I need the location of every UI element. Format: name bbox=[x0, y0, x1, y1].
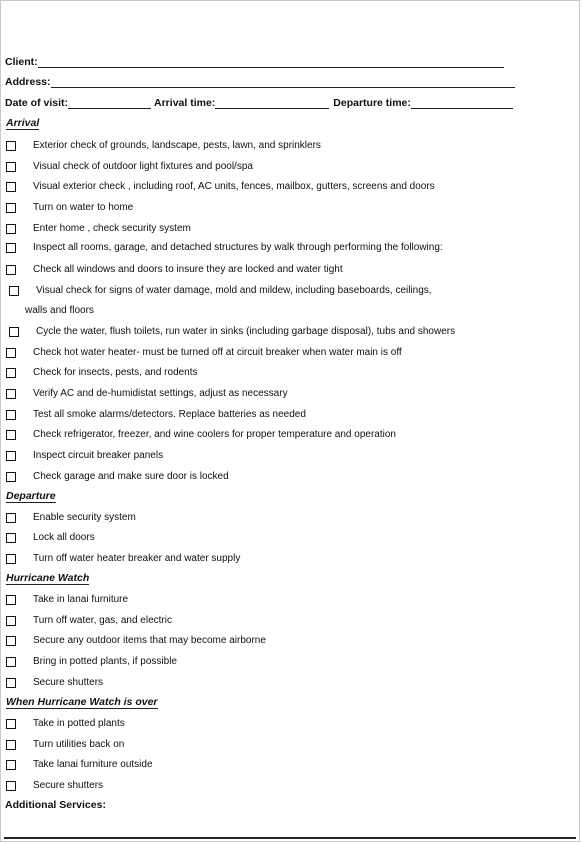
bottom-rule bbox=[4, 837, 576, 839]
checkbox[interactable] bbox=[6, 719, 16, 729]
checkbox[interactable] bbox=[6, 368, 16, 378]
checkbox[interactable] bbox=[9, 327, 19, 337]
checkbox[interactable] bbox=[6, 595, 16, 605]
address-label: Address: bbox=[5, 76, 51, 88]
checkbox[interactable] bbox=[6, 740, 16, 750]
checkbox[interactable] bbox=[6, 265, 16, 275]
checkbox[interactable] bbox=[6, 760, 16, 770]
checkbox[interactable] bbox=[6, 636, 16, 646]
address-line[interactable] bbox=[51, 76, 515, 88]
checkbox[interactable] bbox=[9, 286, 19, 296]
checkbox[interactable] bbox=[6, 513, 16, 523]
client-line[interactable] bbox=[38, 56, 504, 68]
date-of-visit-line[interactable] bbox=[68, 97, 151, 109]
checkbox[interactable] bbox=[6, 678, 16, 688]
client-field[interactable] bbox=[5, 56, 504, 68]
visit-times-row bbox=[5, 97, 513, 109]
checkbox[interactable] bbox=[6, 554, 16, 564]
arrival-time-label: Arrival time: bbox=[154, 97, 216, 109]
checkbox[interactable] bbox=[6, 533, 16, 543]
section-title-arrival: Arrival bbox=[6, 117, 40, 129]
section-title-hurricane-watch: Hurricane Watch bbox=[6, 572, 90, 584]
checkbox[interactable] bbox=[6, 781, 16, 791]
document-page: Client: Address: Date of visit: Arrival time: Departure time: Arrival Exterior check of grounds, landscape, pests, lawn, and sprinklers Visual check of outdoor light fixtures and pool/spa Visual exterior check , including roof, AC units, fences, mailbox, gutters, screens and doors Turn on water to home Enter home , check security system Inspect all rooms, garage, and detached structures by walk through performing the following: Check all windows and doors to insure they are locked and water tight Visual check for signs of water damage, mold and mildew, including baseboards, ceilings, walls and floors Cycle the water, flush toilets, run water in sinks (including garbage disposal), tubs and showers Check hot water heater- must be turned off at circuit breaker when water main is off Check for insects, pests, and rodents Verify AC and de-humidistat settings, adjust as necessary Test all smoke alarms/detectors. Replace batteries as needed Check refrigerator, freezer, and wine coolers for proper temperature and operation Inspect circuit breaker panels Check garage and make sure door is locked Departure Enable security system Lock all doors Turn off water heater breaker and water supply Hurricane Watch Take in lanai furniture Turn off water, gas, and electric Secure any outdoor items that may become airborne Bring in potted plants, if possible Secure shutters When Hurricane Watch is over Take in potted plants Turn utilities back on Take lanai furniture outside Secure shutters Additional Services: bbox=[0, 0, 580, 842]
checkbox[interactable] bbox=[6, 141, 16, 151]
section-title-departure: Departure bbox=[6, 490, 56, 502]
checkbox[interactable] bbox=[6, 243, 16, 253]
departure-time-label: Departure time: bbox=[333, 97, 411, 109]
checkbox[interactable] bbox=[6, 203, 16, 213]
checkbox[interactable] bbox=[6, 182, 16, 192]
checkbox[interactable] bbox=[6, 472, 16, 482]
checkbox[interactable] bbox=[6, 162, 16, 172]
arrival-time-line[interactable] bbox=[215, 97, 329, 109]
date-of-visit-label: Date of visit: bbox=[5, 97, 69, 109]
checkbox[interactable] bbox=[6, 451, 16, 461]
departure-time-line[interactable] bbox=[411, 97, 513, 109]
checkbox[interactable] bbox=[6, 348, 16, 358]
checkbox[interactable] bbox=[6, 389, 16, 399]
checkbox[interactable] bbox=[6, 224, 16, 234]
address-field[interactable] bbox=[5, 76, 515, 88]
checkbox[interactable] bbox=[6, 430, 16, 440]
additional-services-label: Additional Services: bbox=[5, 799, 106, 811]
client-label: Client: bbox=[5, 56, 38, 68]
checkbox[interactable] bbox=[6, 657, 16, 667]
checkbox[interactable] bbox=[6, 410, 16, 420]
checkbox[interactable] bbox=[6, 616, 16, 626]
section-title-after-hurricane: When Hurricane Watch is over bbox=[6, 696, 158, 708]
